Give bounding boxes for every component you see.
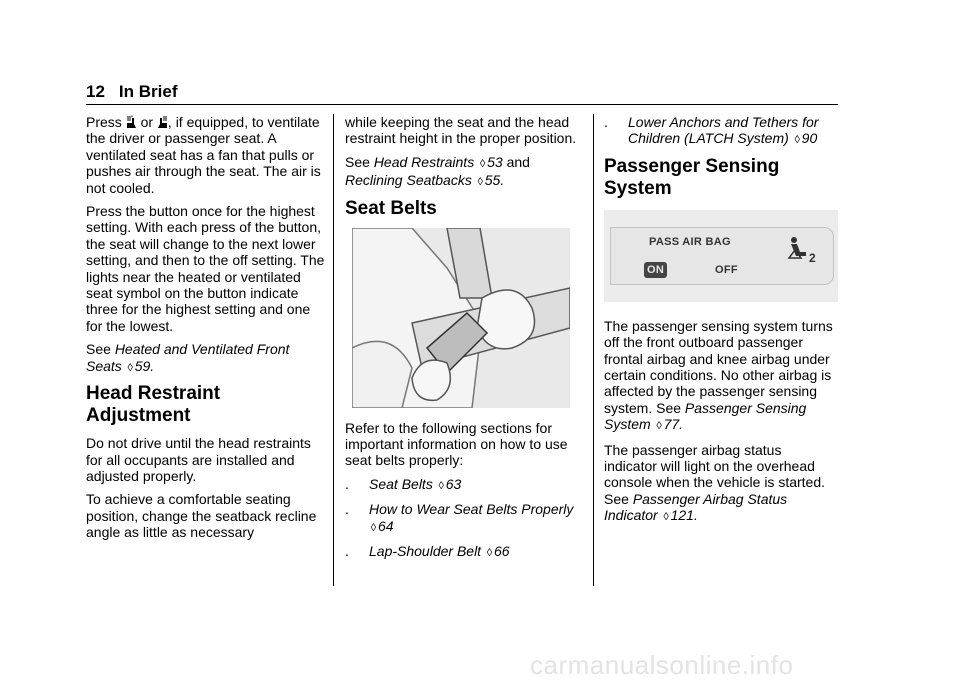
airbag-off-light: OFF (715, 263, 738, 276)
xref-head-restraints[interactable]: Head Restraints (373, 153, 475, 170)
xref-page[interactable]: 77 (663, 416, 680, 433)
seat-belt-illustration (352, 228, 570, 408)
column-3 (604, 114, 838, 533)
column-divider-2 (593, 114, 594, 586)
ref-arrow-icon: ◊ (794, 134, 800, 147)
head-restraint-heading: Head Restraint Adjustment (86, 383, 221, 427)
xref-page[interactable]: 55 (484, 172, 501, 189)
setting-paragraph: Press the button once for the highest setting. With each press of the button, the seat will change to the next lower setting, and then to the off setting. The lights near the heated or ventilated seat symbol on the button indicate three for the highest setting and one for the lowest. (86, 203, 325, 334)
ref-arrow-icon: ◊ (486, 547, 493, 560)
airbag-on-light: ON (644, 262, 667, 278)
xref-reclining-seatbacks[interactable]: Reclining Seatbacks (345, 172, 472, 189)
airbag-status-paragraph: The passenger airbag status indicator will light on the overhead console when the vehicle is started. See Passenger Airbag Status Indicator ◊ 121. (604, 442, 838, 526)
xref-page[interactable]: 63 (445, 475, 462, 492)
indicator-panel (610, 227, 834, 285)
column-2 (345, 114, 583, 568)
bullet-icon: . (345, 543, 349, 560)
seat-belts-heading: Seat Belts (345, 197, 437, 219)
xref-lap-shoulder-belt[interactable]: Lap-Shoulder Belt (369, 543, 482, 560)
xref-page[interactable]: 121 (670, 507, 694, 524)
xref-seat-belts[interactable]: Seat Belts (369, 475, 433, 492)
seat-number: 2 (809, 250, 816, 265)
see-reference-2: See Head Restraints ◊ 53 and Reclining Seatbacks ◊ 55. (345, 154, 583, 191)
xref-page[interactable]: 66 (493, 543, 510, 560)
passenger-sensing-paragraph: The passenger sensing system turns off the front outboard passenger frontal airbag and knee airbag under certain conditions. No other airbag is affected by the passenger sensing system. See Passenger Sensing System ◊ 77. (604, 318, 838, 435)
ref-arrow-icon: ◊ (438, 479, 444, 492)
bullet-icon: . (345, 475, 349, 492)
ref-arrow-icon: ◊ (370, 521, 377, 534)
xref-page[interactable]: 53 (487, 153, 503, 170)
list-item (345, 543, 583, 561)
ref-arrow-icon: ◊ (127, 361, 133, 374)
ventilation-paragraph: Press or , if equipped, to ventilate the driver or passenger seat. A ventilated seat has a fan that pulls or pushes air through the seat. The air is not cooled. (86, 114, 321, 196)
xref-latch-system[interactable]: Lower Anchors and Tethers for Children (LATCH System) (628, 114, 819, 147)
section-title: In Brief (118, 82, 178, 101)
seat-belts-intro: Refer to the following sections for important information on how to use seat belts properly: (345, 419, 568, 469)
xref-wear-seat-belts[interactable]: How to Wear Seat Belts Properly (369, 501, 574, 518)
xref-page[interactable]: 64 (378, 517, 394, 534)
xref-page[interactable]: 59 (134, 357, 151, 374)
header-rule (86, 104, 838, 105)
see-reference: See Heated and Ventilated Front Seats ◊ 59. (86, 341, 326, 376)
ref-arrow-icon: ◊ (479, 157, 486, 170)
passenger-sensing-heading: Passenger Sensing System (604, 155, 780, 199)
recline-paragraph: To achieve a comfortable seating position, change the seatback recline angle as little as necessary (86, 491, 317, 541)
ventilated-seat-driver-icon (126, 115, 137, 129)
head-restraint-warning: Do not drive until the head restraints for all occupants are installed and adjusted properly. (86, 435, 311, 484)
xref-airbag-status[interactable]: Passenger Airbag Status Indicator (604, 490, 788, 524)
ref-arrow-icon: ◊ (477, 176, 483, 189)
passenger-airbag-indicator-image (604, 210, 838, 302)
ventilated-seat-passenger-icon (157, 115, 168, 129)
seat-belt-drawing (352, 228, 570, 408)
watermark: carmanualsonline.info (530, 650, 794, 680)
ref-arrow-icon: ◊ (656, 420, 662, 433)
column-1 (86, 114, 326, 548)
pass-air-bag-label: PASS AIR BAG (649, 235, 731, 248)
ref-arrow-icon: ◊ (663, 511, 669, 524)
list-item (604, 114, 838, 149)
recline-continued: while keeping the seat and the head restraint height in the proper position. (345, 114, 577, 147)
xref-heated-seats[interactable]: Heated and Ventilated Front Seats (86, 341, 290, 374)
list-item (345, 501, 583, 536)
bullet-icon: . (345, 501, 349, 518)
list-item (345, 476, 583, 494)
page-header (86, 82, 177, 102)
page-number: 12 (86, 82, 105, 101)
xref-page[interactable]: 90 (801, 130, 818, 147)
bullet-icon: . (604, 114, 608, 130)
column-divider-1 (333, 114, 334, 586)
xref-passenger-sensing[interactable]: Passenger Sensing System (604, 399, 807, 433)
